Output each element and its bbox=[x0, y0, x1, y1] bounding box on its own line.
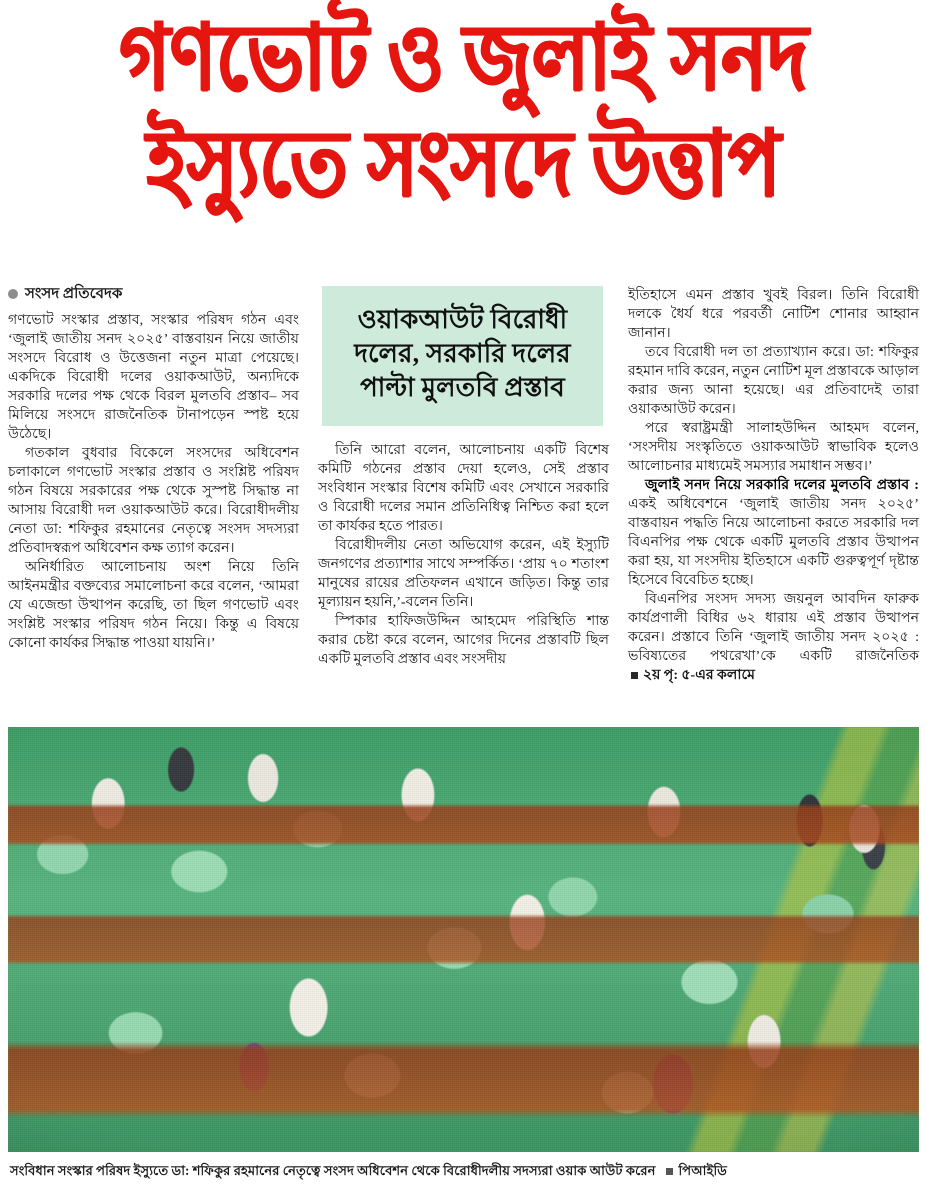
caption-text: সংবিধান সংস্কার পরিষদ ইস্যুতে ডা: শফিকুর রহমানের নেতৃত্বে সংসদ অধিবেশন থেকে বিরোধীদলীয় সদস্যরা ওয়াক আউট করেন bbox=[10, 1163, 656, 1178]
article-column-3 bbox=[628, 286, 919, 718]
paragraph: পরে স্বরাষ্ট্রমন্ত্রী সালাহউদ্দিন আহমদ বলেন, ‘সংসদীয় সংস্কৃতিতে ওয়াকআউট স্বাভাবিক হলেও আলোচনার মাধ্যমেই সমস্যার সমাধান সম্ভব।’ bbox=[628, 420, 919, 474]
paragraph: বিরোধীদলীয় নেতা অভিযোগ করেন, এই ইস্যুটি জনগণের প্রত্যাশার সাথে সম্পর্কিত। ‘প্রায় ৭০ শতাংশ মানুষের রায়ের প্রতিফলন এখানে জড়িত। কিন্তু তার মূল্যায়ন হয়নি,’-বলেন তিনি। bbox=[318, 537, 609, 610]
paragraph-text: একই অধিবেশনে ‘জুলাই জাতীয় সনদ ২০২৫’ বাস্তবায়ন পদ্ধতি নিয়ে আলোচনা করতে সরকারি দল বিএনপির পক্ষ থেকে একটি মুলতবি প্রস্তাব উত্থাপন করা হয়, যা সংসদীয় ইতিহাসে একটি গুরুত্বপূর্ণ দৃষ্টান্ত হিসেবে বিবেচিত হচ্ছে। bbox=[628, 496, 919, 588]
paragraph: স্পিকার হাফিজউদ্দিন আহমেদ পরিস্থিতি শান্ত করার চেষ্টা করে বলেন, আগের দিনের প্রস্তাবটি ছিল একটি মুলতবি প্রস্তাব এবং সংসদীয় bbox=[318, 613, 609, 667]
filled-square-icon bbox=[666, 1168, 673, 1175]
parliament-chamber-image bbox=[8, 727, 919, 1152]
paragraph-with-jump bbox=[628, 590, 919, 685]
filled-circle-icon bbox=[8, 289, 18, 299]
kicker-line-3: পাল্টা মুলতবি প্রস্তাব bbox=[360, 373, 565, 402]
byline bbox=[8, 286, 299, 302]
article-column-1 bbox=[8, 286, 299, 718]
paragraph-text: বিএনপির সংসদ সদস্য জয়নুল আবদিন ফারুক কার্যপ্রণালী বিধির ৬২ ধারায় এই প্রস্তাব উত্থাপন করেন। প্রস্তাবে তিনি ‘জুলাই জাতীয় সনদ ২০২৫ : ভবিষ্যতের পথরেখা’কে একটি রাজনৈতিক bbox=[628, 591, 919, 664]
headline-line-1: গণভোট ও জুলাই সনদ bbox=[119, 7, 808, 110]
continuation-label: ২য় পৃ: ৫-এর কলামে bbox=[643, 667, 755, 683]
paragraph: তিনি আরো বলেন, আলোচনায় একটি বিশেষ কমিটি গঠনের প্রস্তাব দেয়া হলেও, সেই প্রস্তাব সংবিধান সংস্কার বিশেষ কমিটি এবং সেখানে সরকারি ও বিরোধী দলের সমান প্রতিনিধিত্ব নিশ্চিত করা হলে তা কার্যকর হতে পারত। bbox=[318, 442, 609, 534]
photo-credit: পিআইডি bbox=[678, 1163, 727, 1178]
paragraph: অনির্ধারিত আলোচনায় অংশ নিয়ে তিনি আইনমন্ত্রীর বক্তব্যের সমালোচনা করে বলেন, ‘আমরা যে এজেন্ডা উত্থাপন করেছি, তা ছিল গণভোট এবং সংশ্লিষ্ট সংস্কার পরিষদ গঠন নিয়ে। কিন্তু এ বিষয়ে কোনো কার্যকর সিদ্ধান্ত পাওয়া যায়নি।’ bbox=[8, 559, 299, 651]
kicker-line-1: ওয়াকআউট বিরোধী bbox=[357, 305, 568, 334]
paragraph: গণভোট সংস্কার প্রস্তাব, সংস্কার পরিষদ গঠন এবং ‘জুলাই জাতীয় সনদ ২০২৫’ বাস্তবায়ন নিয়ে জাতীয় সংসদে বিরোধ ও উত্তেজনা নতুন মাত্রা পেয়েছে। একদিকে বিরোধী দলের ওয়াকআউট, অন্যদিকে সরকারি দলের পক্ষ থেকে বিরল মুলতবি প্রস্তাব– সব মিলিয়ে সংসদে রাজনৈতিক টানাপড়েন স্পষ্ট হয়ে উঠেছে। bbox=[8, 312, 299, 442]
news-photo bbox=[8, 727, 919, 1152]
article-column-2 bbox=[318, 286, 609, 718]
kicker-headline-box bbox=[322, 286, 603, 426]
section-subhead: জুলাই সনদ নিয়ে সরকারি দলের মুলতবি প্রস্তাব : bbox=[645, 477, 919, 493]
headline-line-2: ইস্যুতে সংসদে উত্তাপ bbox=[146, 113, 781, 216]
page-title bbox=[0, 7, 927, 216]
continuation-marker[interactable] bbox=[628, 667, 755, 683]
paragraph: ইতিহাসে এমন প্রস্তাব খুবই বিরল। তিনি বিরোধী দলকে ধৈর্য ধরে পরবর্তী নোটিশ শোনার আহ্বান জানান। bbox=[628, 287, 919, 341]
paragraph-with-subhead bbox=[628, 476, 919, 590]
filled-square-icon bbox=[631, 672, 638, 679]
paragraph: তবে বিরোধী দল তা প্রত্যাখ্যান করে। ডা: শফিকুর রহমান দাবি করেন, নতুন নোটিশ মূল প্রস্তাবকে আড়াল করার জন্য আনা হয়েছে। এর প্রতিবাদেই তারা ওয়াকআউট করেন। bbox=[628, 344, 919, 417]
byline-label: সংসদ প্রতিবেদক bbox=[25, 285, 123, 302]
kicker-line-2: দলের, সরকারি দলের bbox=[354, 339, 571, 368]
photo-caption bbox=[10, 1162, 915, 1179]
paragraph: গতকাল বুধবার বিকেলে সংসদের অধিবেশন চলাকালে গণভোট সংস্কার প্রস্তাব ও সংশ্লিষ্ট পরিষদ গঠন বিষয়ে সরকারের পক্ষ থেকে সুস্পষ্ট সিদ্ধান্ত না আসায় বিরোধী দল ওয়াকআউট করে। বিরোধীদলীয় নেতা ডা: শফিকুর রহমানের নেতৃত্বে সংসদ সদস্যরা প্রতিবাদস্বরূপ অধিবেশন কক্ষ ত্যাগ করেন। bbox=[8, 445, 299, 556]
article-body bbox=[8, 286, 919, 718]
